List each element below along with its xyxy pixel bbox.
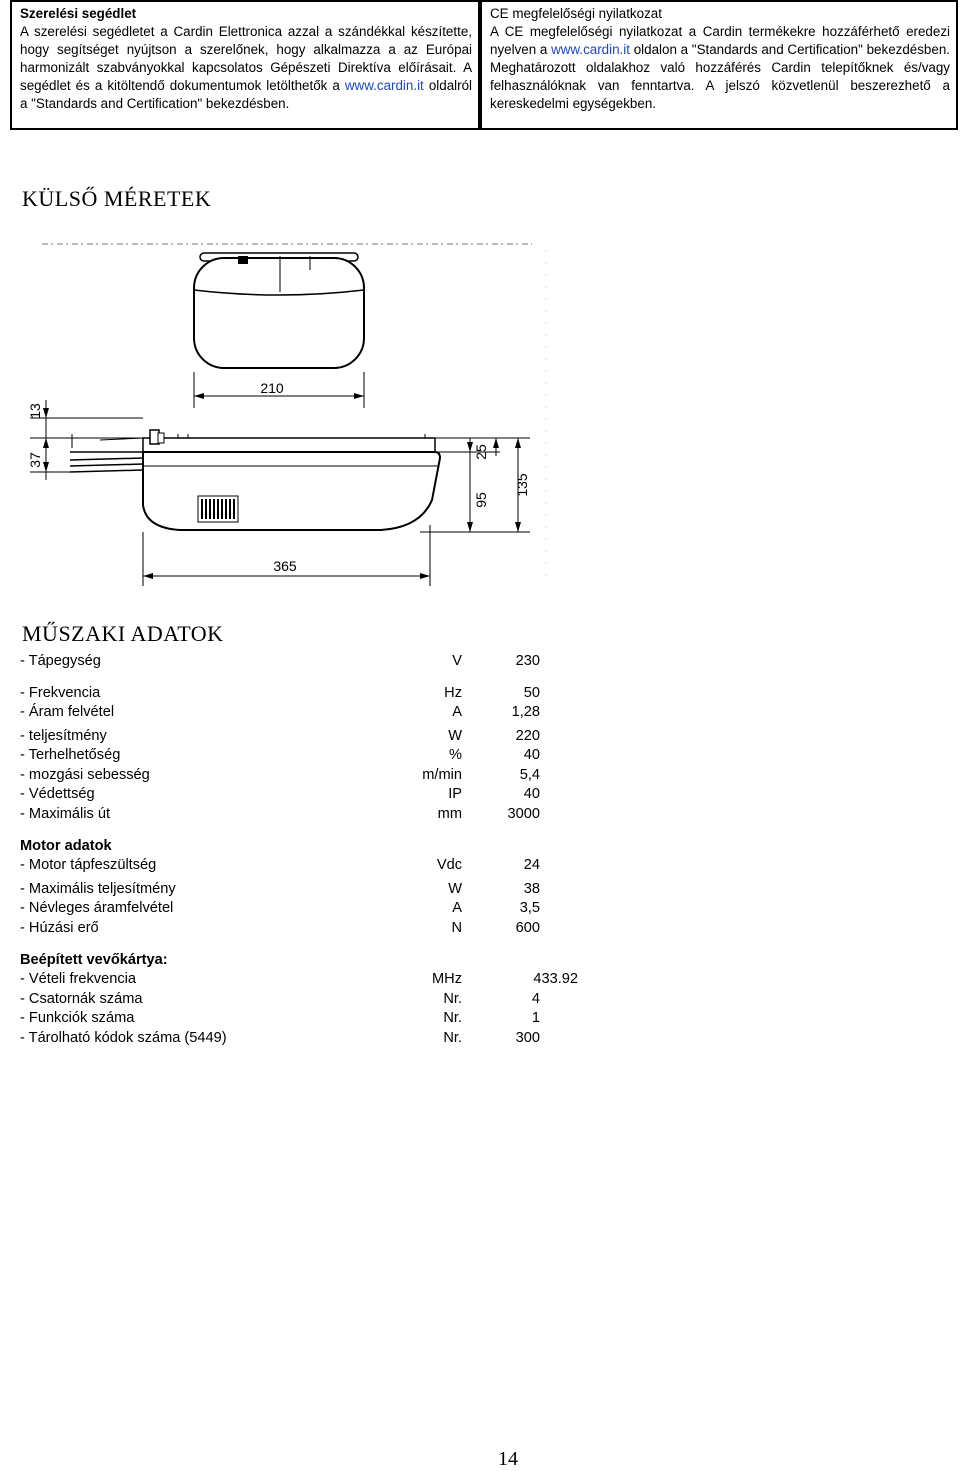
- spec-unit: m/min: [422, 766, 462, 783]
- spec-value: 230: [515, 653, 540, 669]
- spec-row: [20, 856, 580, 876]
- notice-text: [490, 23, 950, 113]
- notice-text-part: A szerelési segédletet a Cardin Elettronica azzal a szándékkal készítette, hogy segítséget nyújtson a szerelőnek, hogy alkalmazza a az Európai harmonizált szabványokkal kapcsolatos Gépészeti Direktíva előírásait. A segédlet és a kitöltendő dokumentumok letölthetők a: [20, 24, 472, 93]
- spacer: [20, 938, 580, 950]
- spec-label: - Húzási erő: [20, 919, 99, 936]
- spec-unit: W: [448, 727, 462, 744]
- spec-label: - Áram felvétel: [20, 704, 115, 720]
- dimensions-heading: KÜLSŐ MÉRETEK: [22, 186, 212, 211]
- dimension-drawing: [0, 230, 960, 590]
- spec-unit: Hz: [444, 684, 462, 701]
- spec-unit: Nr.: [443, 990, 462, 1007]
- dim-length-label: 365: [273, 558, 297, 574]
- spec-label: - Csatornák száma: [20, 990, 143, 1007]
- spec-unit: mm: [437, 805, 462, 822]
- spec-row: [20, 990, 580, 1010]
- spec-row: [20, 703, 580, 723]
- spec-row: [20, 919, 580, 939]
- spec-row: [20, 727, 580, 747]
- spec-unit: A: [452, 900, 462, 916]
- spec-value: 5,4: [519, 766, 540, 783]
- receiver-section-heading: [20, 950, 580, 970]
- vent-grille: [198, 496, 238, 522]
- arrowhead: [43, 408, 49, 418]
- spec-label: - Tárolható kódok száma (5449): [20, 1029, 227, 1046]
- spec-label: - Terhelhetőség: [20, 747, 121, 763]
- spec-row: [20, 970, 580, 990]
- side-view-motor: [143, 430, 440, 530]
- spec-unit: Nr.: [443, 1029, 462, 1046]
- spec-row: [20, 746, 580, 766]
- ce-declaration-notice: [480, 0, 958, 130]
- spec-value: 40: [523, 786, 540, 802]
- spec-row: [20, 805, 580, 825]
- notice-title: CE megfelelőségi nyilatkozat: [490, 6, 662, 21]
- spec-value: 40: [523, 747, 540, 763]
- spacer: [20, 824, 580, 836]
- dim-label-95: 95: [473, 492, 489, 508]
- dim-label-13: 13: [27, 403, 43, 419]
- spec-value: 300: [515, 1029, 540, 1046]
- rail: [70, 434, 143, 472]
- spec-value: 38: [523, 880, 540, 897]
- notice-text-part: oldalról a "Standards and Certification" bekezdésben.: [20, 78, 472, 111]
- spec-label: - mozgási sebesség: [20, 766, 150, 783]
- spec-row: [20, 684, 580, 704]
- spec-row: [20, 1029, 580, 1049]
- dim-label-37: 37: [27, 452, 43, 468]
- spec-label: - Tápegység: [20, 653, 101, 669]
- spec-row: [20, 766, 580, 786]
- spec-label: - Maximális út: [20, 805, 111, 822]
- spec-unit: Nr.: [443, 1010, 462, 1026]
- arrowhead: [515, 438, 521, 448]
- spec-unit: A: [452, 704, 462, 720]
- notice-text-part: A CE megfelelőségi nyilatkozat a Cardin termékekre hozzáférhető eredezi nyelven a: [490, 24, 950, 57]
- spec-label: - Védettség: [20, 786, 95, 802]
- section-title: Beépített vevőkártya:: [20, 952, 168, 968]
- spec-label: - Frekvencia: [20, 684, 101, 701]
- top-view-motor: [194, 253, 364, 368]
- arrowhead: [194, 393, 204, 399]
- spec-value: 1: [531, 1010, 540, 1026]
- cardin-link[interactable]: www.cardin.it: [551, 42, 630, 57]
- spec-value: 1,28: [511, 704, 540, 720]
- specs-heading: MŰSZAKI ADATOK: [22, 621, 224, 646]
- spec-row: [20, 1009, 580, 1029]
- spec-value: 4: [531, 990, 540, 1007]
- arrowhead: [493, 438, 499, 448]
- spec-label: - Maximális teljesítmény: [20, 880, 176, 897]
- spec-value: 433.92: [533, 971, 578, 987]
- arrowhead: [43, 462, 49, 472]
- spec-unit: V: [452, 653, 462, 669]
- cardin-link[interactable]: www.cardin.it: [344, 78, 424, 93]
- notice-title: Szerelési segédlet: [20, 6, 137, 21]
- spec-unit: N: [451, 919, 462, 936]
- motor-section-heading: [20, 836, 580, 856]
- specs-table: [20, 652, 580, 1048]
- installation-guide-notice: [10, 0, 480, 130]
- spec-unit: W: [448, 880, 462, 897]
- section-title: Motor adatok: [20, 838, 112, 854]
- spec-row: [20, 899, 580, 919]
- arrowhead: [143, 573, 153, 579]
- dim-label-25: 25: [473, 444, 489, 460]
- spec-value: 50: [523, 684, 540, 701]
- spec-value: 220: [515, 727, 540, 744]
- spec-label: - Funkciók száma: [20, 1010, 135, 1026]
- spacer: [20, 672, 580, 684]
- spec-row: [20, 785, 580, 805]
- notice-text: [20, 23, 472, 113]
- arrowhead: [515, 522, 521, 532]
- dim-label-135: 135: [514, 473, 530, 497]
- arrowhead: [354, 393, 364, 399]
- spec-value: 600: [515, 919, 540, 936]
- spec-label: - Névleges áramfelvétel: [20, 900, 174, 916]
- spec-unit: MHz: [432, 971, 462, 987]
- spec-row: [20, 880, 580, 900]
- arrowhead: [467, 522, 473, 532]
- arrowhead: [420, 573, 430, 579]
- spec-label: - Motor tápfeszültség: [20, 857, 157, 873]
- spec-value: 24: [523, 857, 540, 873]
- spec-row: [20, 652, 580, 672]
- spec-unit: Vdc: [436, 857, 462, 873]
- arrowhead: [43, 438, 49, 448]
- notice-text-part: oldalon a "Standards and Certification" bekezdésben. Meghatározott oldalakhoz való hozzáférés Cardin telepítőknek és/vagy felhasználóknak van fenntartva. A jelszó közvetlenül beszerezhető a kereskedelmi egységekben.: [490, 42, 950, 111]
- spec-value: 3,5: [519, 900, 540, 916]
- spec-label: - teljesítmény: [20, 727, 107, 744]
- spec-unit: IP: [448, 786, 462, 802]
- spec-unit: %: [449, 747, 462, 763]
- dim-width-label: 210: [260, 380, 284, 396]
- page-number: 14: [498, 1448, 518, 1470]
- spec-label: - Vételi frekvencia: [20, 971, 136, 987]
- spec-value: 3000: [507, 805, 540, 822]
